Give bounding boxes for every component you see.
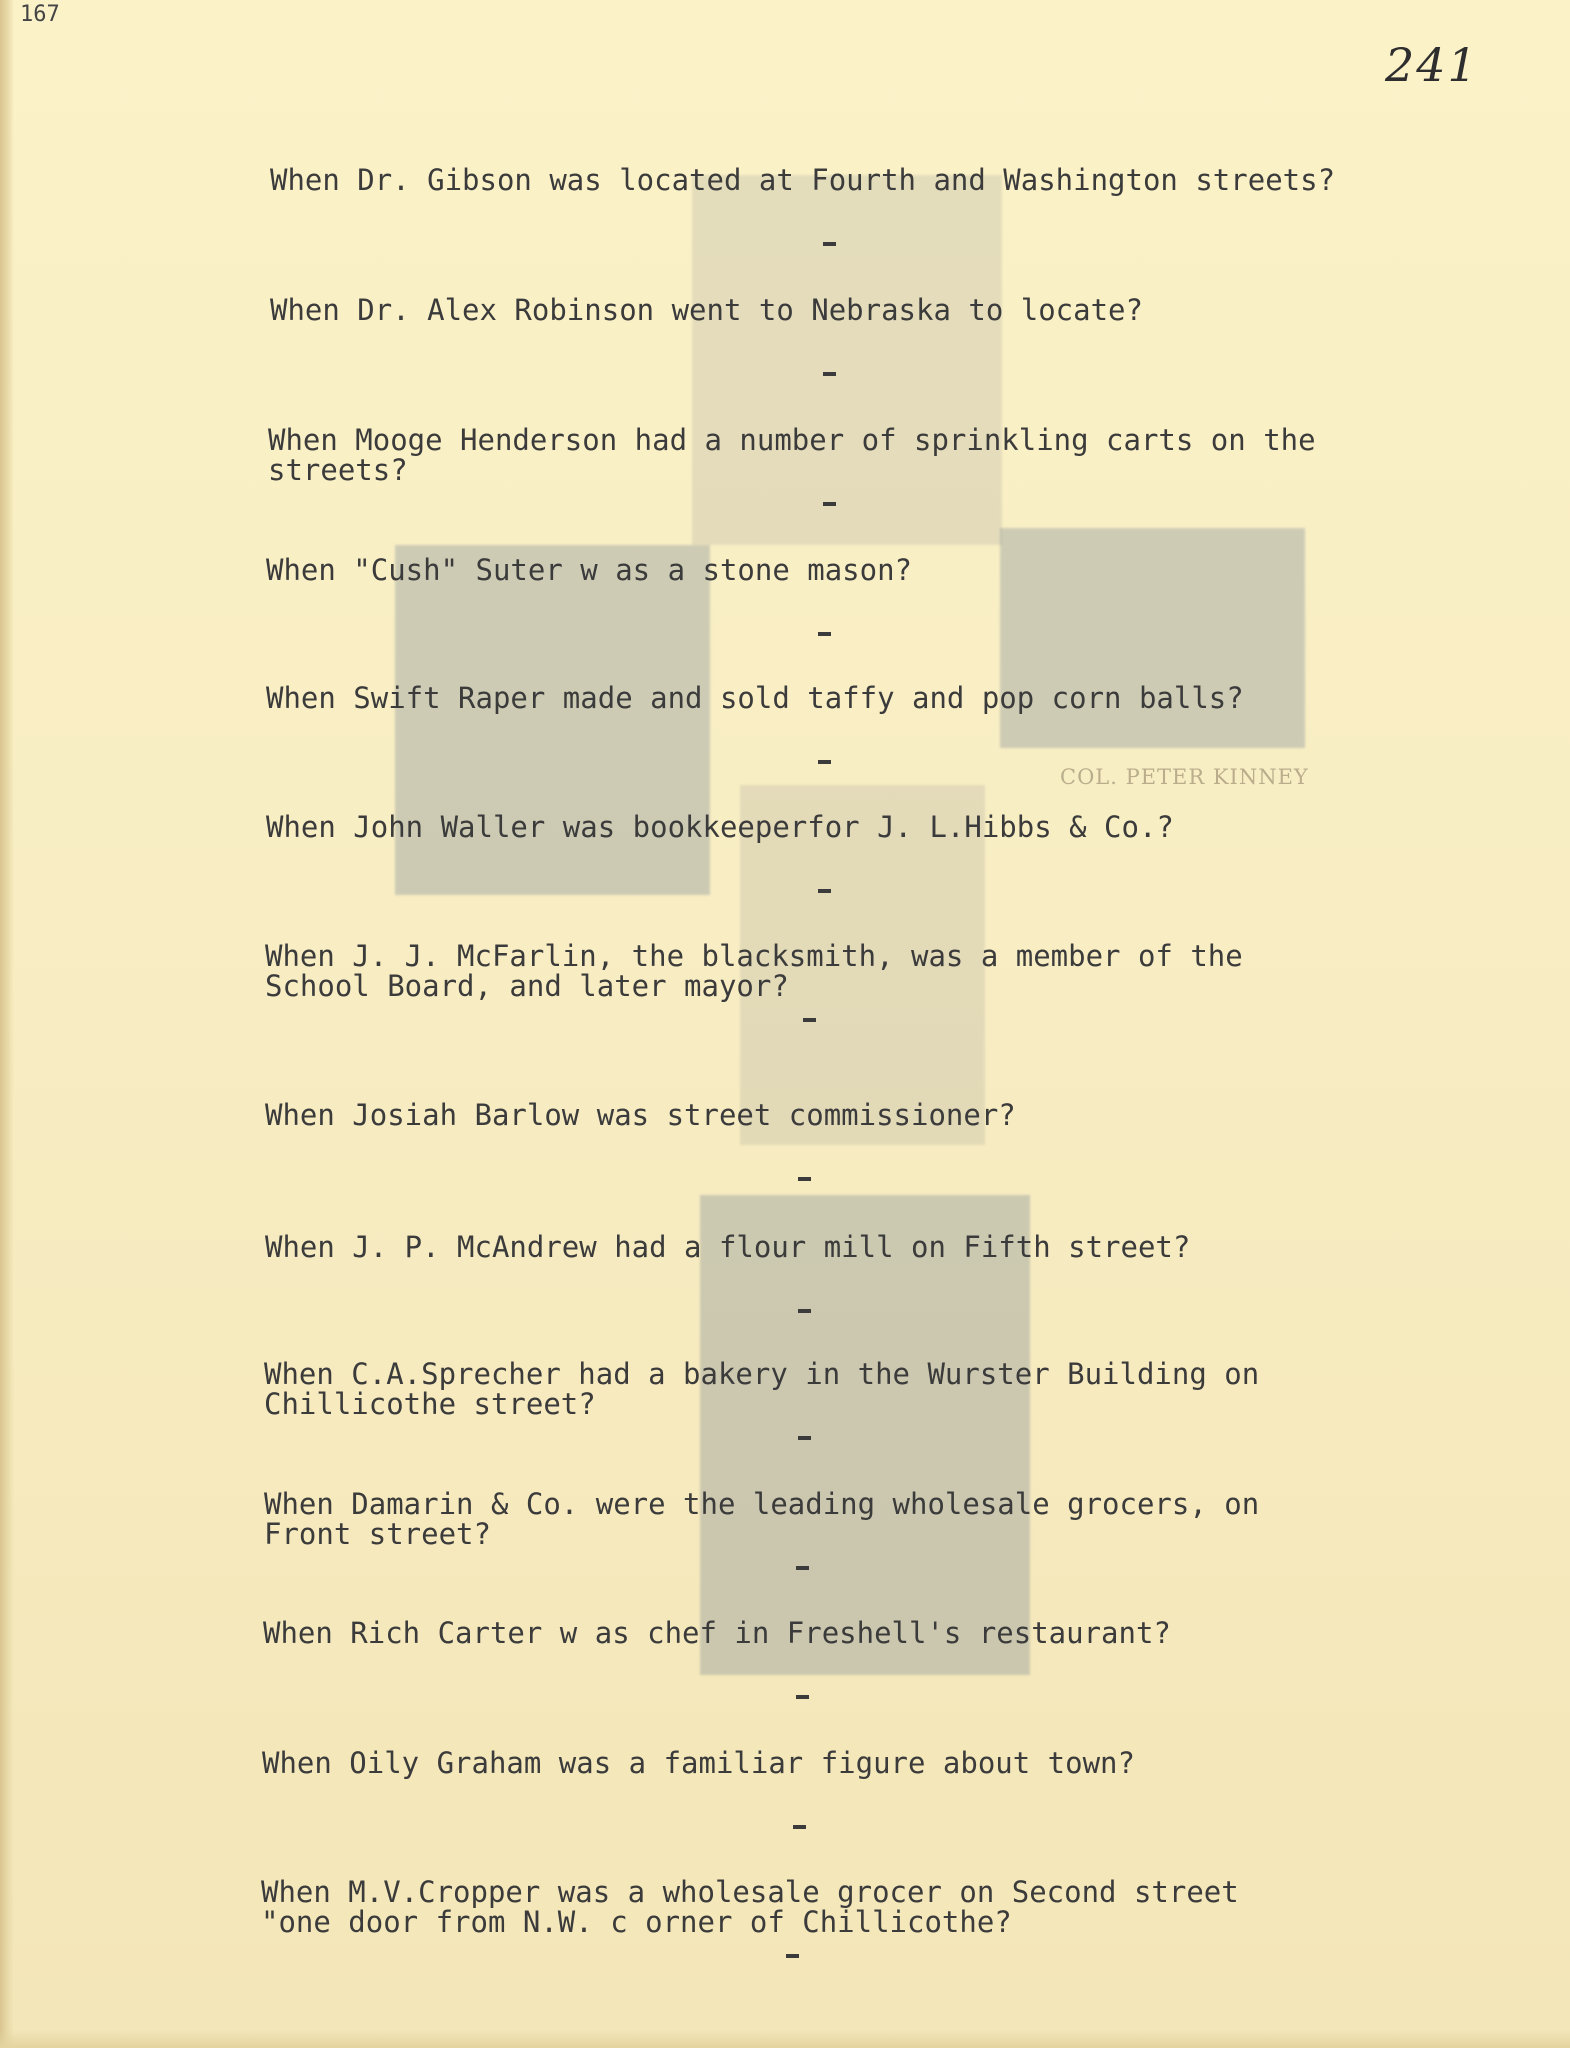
question-line: Chillicothe street? (264, 1387, 596, 1421)
question-line: When John Waller was bookkeeperfor J. L.Hibbs & Co.? (266, 810, 1174, 844)
separator-dash (796, 1695, 809, 1699)
separator-dash (823, 502, 836, 506)
separator-dash (786, 1954, 799, 1958)
question-line: When Swift Raper made and sold taffy and pop corn balls? (266, 681, 1244, 715)
ghost-clipping-right (1000, 528, 1305, 748)
separator-dash (818, 632, 831, 636)
separator-dash (818, 760, 831, 764)
separator-dash (823, 242, 836, 246)
question-line: When Mooge Henderson had a number of sprinkling carts on the (268, 423, 1316, 457)
question-line: streets? (268, 453, 408, 487)
page-edge-left (0, 0, 14, 2048)
question-line: When J. P. McAndrew had a flour mill on Fifth street? (265, 1230, 1191, 1264)
ghost-clipping-top (692, 175, 1002, 545)
question-line: When Dr. Gibson was located at Fourth and Washington streets? (270, 163, 1336, 197)
ghost-clipping-portrait (700, 1195, 1030, 1675)
separator-dash (823, 372, 836, 376)
separator-dash (818, 889, 831, 893)
separator-dash (793, 1825, 806, 1829)
separator-dash (798, 1177, 811, 1181)
question-line: "one door from N.W. c orner of Chillicothe? (261, 1905, 1012, 1939)
handwritten-page-number: 241 (1385, 38, 1479, 92)
separator-dash (796, 1566, 809, 1570)
question-line: When Rich Carter w as chef in Freshell's restaurant? (263, 1616, 1171, 1650)
question-line: When C.A.Sprecher had a bakery in the Wurster Building on (264, 1357, 1260, 1391)
question-line: When Josiah Barlow was street commissioner? (265, 1098, 1016, 1132)
question-line: When Damarin & Co. were the leading wholesale grocers, on (264, 1487, 1260, 1521)
archive-number: 167 (20, 2, 60, 27)
separator-dash (798, 1309, 811, 1313)
question-line: When J. J. McFarlin, the blacksmith, was a member of the (265, 939, 1243, 973)
question-line: Front street? (264, 1517, 491, 1551)
question-line: When Oily Graham was a familiar figure about town? (262, 1746, 1135, 1780)
ghost-caption: COL. PETER KINNEY (1060, 765, 1309, 789)
question-line: When "Cush" Suter w as a stone mason? (266, 553, 913, 587)
question-line: School Board, and later mayor? (265, 969, 789, 1003)
separator-dash (798, 1436, 811, 1440)
page-edge-bottom (0, 2030, 1570, 2048)
question-line: When M.V.Cropper was a wholesale grocer on Second street (261, 1875, 1239, 1909)
question-line: When Dr. Alex Robinson went to Nebraska to locate? (270, 293, 1143, 327)
separator-dash (803, 1018, 816, 1022)
